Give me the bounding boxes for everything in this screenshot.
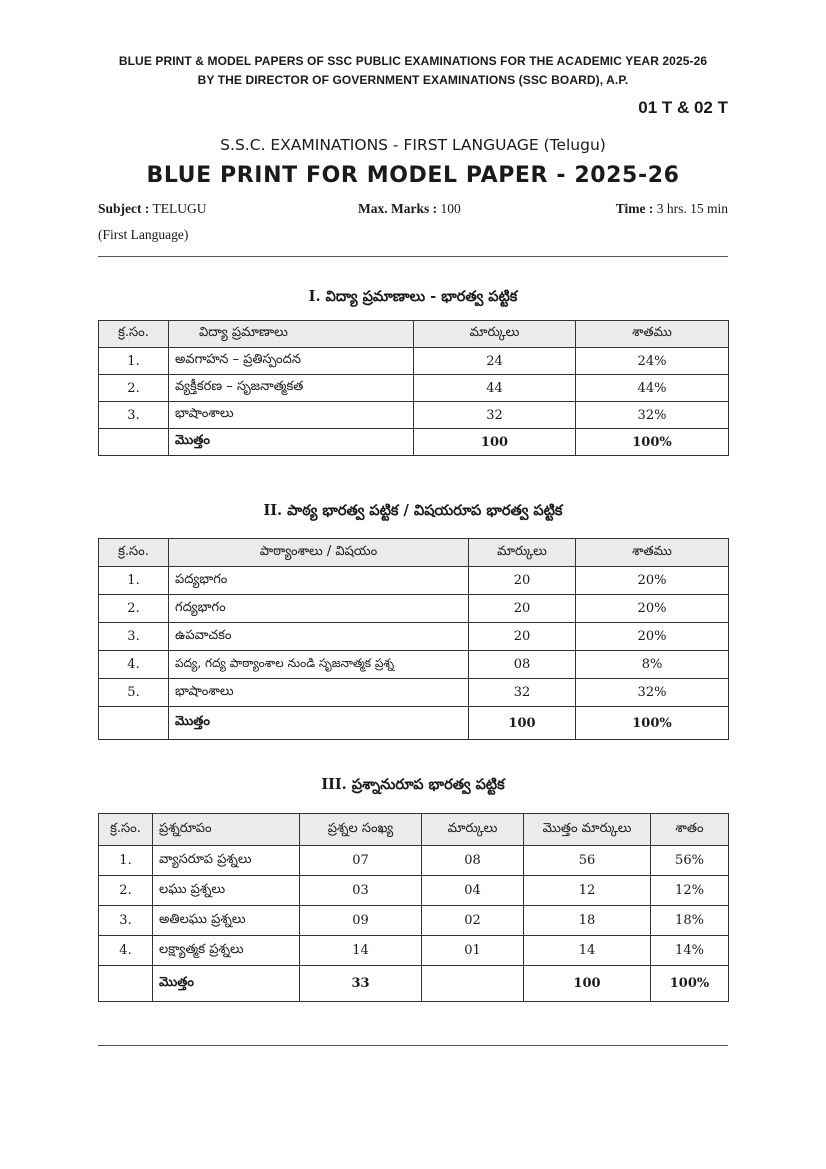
table1-title: I. విద్యా ప్రమాణాలు - భారత్వ పట్టిక [308, 288, 518, 305]
table-cell: లక్ష్యాత్మక ప్రశ్నలు [153, 936, 300, 966]
table3-header-cell: ప్రశ్నరూపం [153, 814, 300, 846]
page-title: BLUE PRINT FOR MODEL PAPER - 2025-26 [146, 163, 680, 188]
table-cell: 12% [651, 876, 729, 906]
table-cell: 3. [99, 623, 169, 651]
table-cell: 14 [524, 936, 651, 966]
total-percent: 100% [576, 429, 729, 456]
table2-total-row [99, 707, 729, 740]
header-line-2: BY THE DIRECTOR OF GOVERNMENT EXAMINATIONS (SSC BOARD), A.P. [197, 73, 629, 87]
table-cell: 24% [576, 348, 729, 375]
table-row [99, 846, 729, 876]
table-cell: 1. [99, 846, 153, 876]
table-row [99, 375, 729, 402]
table-cell: 20% [576, 595, 729, 623]
table2-header-cell: క్ర.సం. [99, 539, 169, 567]
table3-title: III. ప్రశ్నానురూప భారత్వ పట్టిక [321, 776, 505, 793]
table-cell: 04 [422, 876, 524, 906]
table-cell: భాషాంశాలు [169, 679, 469, 707]
table-row [99, 595, 729, 623]
table-cell: 18% [651, 906, 729, 936]
table-cell: 14 [300, 936, 422, 966]
max-marks-value: 100 [440, 201, 461, 216]
table-cell: ఉపవాచకం [169, 623, 469, 651]
table2-header-row [99, 539, 729, 567]
table-cell: పద్య, గద్య పాఠ్యాంశాల నుండి సృజనాత్మక ప్రశ్న [169, 651, 469, 679]
table-row [99, 623, 729, 651]
table3 [98, 813, 729, 1002]
max-marks-meta [358, 201, 461, 217]
table-cell: 4. [99, 936, 153, 966]
total-percent: 100% [576, 707, 729, 740]
max-marks-label: Max. Marks : [358, 201, 438, 216]
table-cell: 08 [422, 846, 524, 876]
table-cell: 18 [524, 906, 651, 936]
subject-meta [98, 201, 207, 217]
time-value: 3 hrs. 15 min [656, 201, 728, 216]
table-cell: భాషాంశాలు [169, 402, 414, 429]
table-cell [422, 966, 524, 1002]
total-marks: 100 [524, 966, 651, 1002]
table-cell: గద్యభాగం [169, 595, 469, 623]
subject-note: (First Language) [98, 227, 189, 242]
table-cell: లఘు ప్రశ్నలు [153, 876, 300, 906]
table-cell [99, 707, 169, 740]
table3-header-cell: మొత్తం మార్కులు [524, 814, 651, 846]
table2 [98, 538, 729, 740]
table-cell: 01 [422, 936, 524, 966]
table3-header-cell: మార్కులు [422, 814, 524, 846]
table-cell: అతిలఘు ప్రశ్నలు [153, 906, 300, 936]
exam-name: S.S.C. EXAMINATIONS - FIRST LANGUAGE (Telugu) [220, 136, 606, 154]
table-cell: 20 [469, 567, 576, 595]
table-row [99, 876, 729, 906]
table-cell: అవగాహన – ప్రతిస్పందన [169, 348, 414, 375]
table-cell: 4. [99, 651, 169, 679]
footer-divider [98, 1045, 728, 1046]
table-cell: 09 [300, 906, 422, 936]
table-cell [99, 966, 153, 1002]
table1 [98, 320, 729, 456]
table-cell: 3. [99, 906, 153, 936]
table-row [99, 567, 729, 595]
table1-header-cell: విద్యా ప్రమాణాలు [169, 321, 414, 348]
table-row [99, 936, 729, 966]
table3-total-row [99, 966, 729, 1002]
table-cell: 5. [99, 679, 169, 707]
table2-header-cell: మార్కులు [469, 539, 576, 567]
table-cell: 32% [576, 679, 729, 707]
total-marks: 100 [469, 707, 576, 740]
table-cell: 44 [414, 375, 576, 402]
total-percent: 100% [651, 966, 729, 1002]
table-row [99, 651, 729, 679]
table-cell: 20% [576, 567, 729, 595]
total-label: మొత్తం [169, 429, 414, 456]
time-label: Time : [615, 201, 654, 216]
table-cell: 8% [576, 651, 729, 679]
table-cell: 03 [300, 876, 422, 906]
paper-code: 01 T & 02 T [638, 98, 728, 117]
table3-header-row [99, 814, 729, 846]
table-cell: 2. [99, 375, 169, 402]
header-line-1: BLUE PRINT & MODEL PAPERS OF SSC PUBLIC EXAMINATIONS FOR THE ACADEMIC YEAR 2025-26 [118, 54, 708, 68]
table-cell: 44% [576, 375, 729, 402]
table-cell: 32% [576, 402, 729, 429]
table-row [99, 679, 729, 707]
table-cell: 3. [99, 402, 169, 429]
table-cell: వ్యాసరూప ప్రశ్నలు [153, 846, 300, 876]
table-cell: 12 [524, 876, 651, 906]
table1-header-cell: మార్కులు [414, 321, 576, 348]
table-cell: 56 [524, 846, 651, 876]
table2-header-cell: పాఠ్యాంశాలు / విషయం [169, 539, 469, 567]
table2-title: II. పాఠ్య భారత్వ పట్టిక / విషయరూప భారత్వ పట్టిక [263, 502, 563, 519]
table-row [99, 348, 729, 375]
total-question-count: 33 [300, 966, 422, 1002]
total-marks: 100 [414, 429, 576, 456]
table1-header-cell: క్ర.సం. [99, 321, 169, 348]
table-cell: 2. [99, 595, 169, 623]
table-cell: 14% [651, 936, 729, 966]
subject-label: Subject : [98, 201, 150, 216]
header-divider [98, 256, 728, 257]
table-cell: 32 [469, 679, 576, 707]
table-row [99, 906, 729, 936]
table2-header-cell: శాతము [576, 539, 729, 567]
table1-header-row [99, 321, 729, 348]
total-label: మొత్తం [153, 966, 300, 1002]
table-cell [99, 429, 169, 456]
table1-header-cell: శాతము [576, 321, 729, 348]
total-label: మొత్తం [169, 707, 469, 740]
table-cell: 32 [414, 402, 576, 429]
table-cell: 1. [99, 567, 169, 595]
table3-header-cell: శాతం [651, 814, 729, 846]
subject-value: TELUGU [152, 201, 207, 216]
table-cell: 1. [99, 348, 169, 375]
table-cell: 56% [651, 846, 729, 876]
table-cell: 07 [300, 846, 422, 876]
table-cell: పద్యభాగం [169, 567, 469, 595]
table3-header-cell: క్ర.సం. [99, 814, 153, 846]
time-meta [616, 201, 728, 217]
table-row [99, 402, 729, 429]
table3-header-cell: ప్రశ్నల సంఖ్య [300, 814, 422, 846]
table-cell: వ్యక్తీకరణ – సృజనాత్మకత [169, 375, 414, 402]
table-cell: 2. [99, 876, 153, 906]
table-cell: 20% [576, 623, 729, 651]
table-cell: 20 [469, 623, 576, 651]
table-cell: 24 [414, 348, 576, 375]
table-cell: 02 [422, 906, 524, 936]
table1-total-row [99, 429, 729, 456]
table-cell: 08 [469, 651, 576, 679]
table-cell: 20 [469, 595, 576, 623]
